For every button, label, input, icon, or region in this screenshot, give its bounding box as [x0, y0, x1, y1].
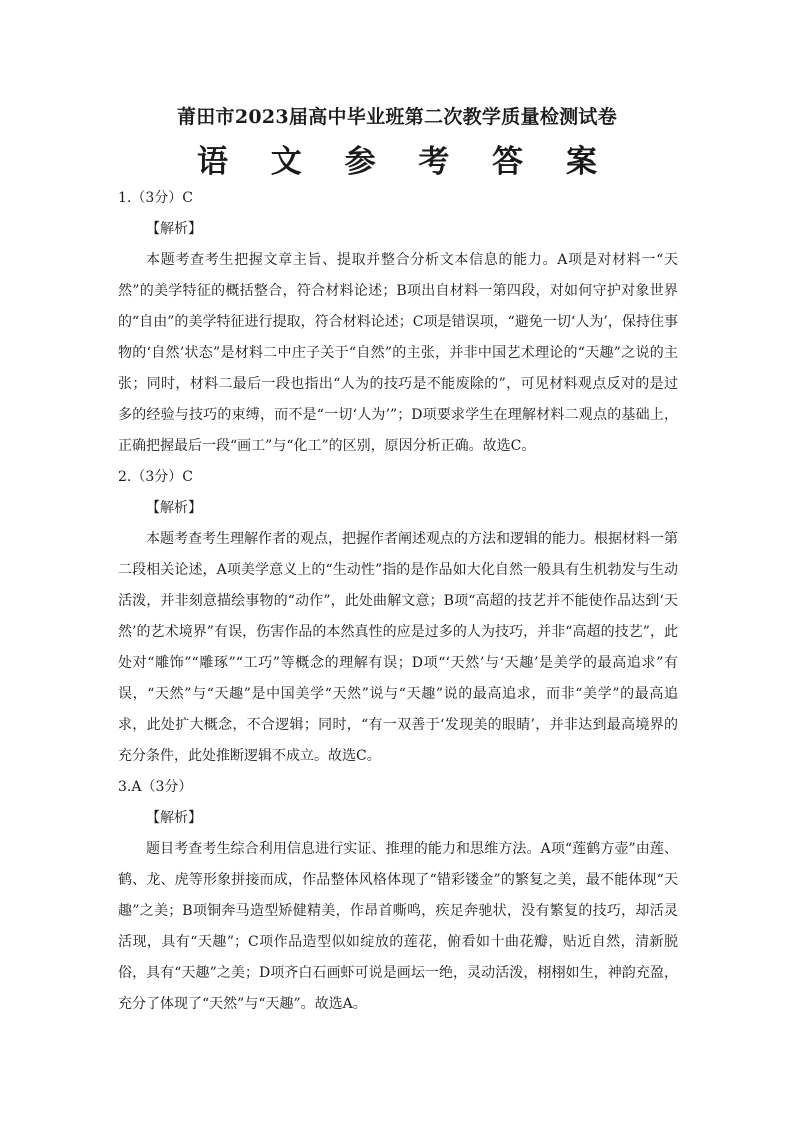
question-1-header: 1.（3分）C	[118, 190, 193, 206]
question-3-explanation: 题目考查考生综合利用信息进行实证、推理的能力和思维方法。A项“莲鹤方壶”由莲、鹤、龙、虎等形象拼接而成，作品整体风格体现了“错彩镂金”的繁复之美，最不能体现“天趣”之美；B项铜奔马造型矫健精美，作昂首嘶鸣，疾足奔驰状，没有繁复的技巧，却活灵活现，具有“天趣”；C项作品造型似如绽放的莲花，俯看如十曲花瓣，贴近自然，清新脱俗，具有“天趣”之美；D项齐白石画虾可说是画坛一绝，灵动活泼，栩栩如生，神韵充盈，充分了体现了“天然”与“天趣”。故选A。	[118, 841, 678, 1012]
question-3-section	[118, 772, 678, 1020]
question-3-header: 3.A（3分）	[118, 779, 193, 795]
question-1-section	[118, 183, 678, 462]
question-2-section	[118, 462, 678, 772]
question-2-explanation: 本题考查考生理解作者的观点，把握作者阐述观点的方法和逻辑的能力。根据材料一第二段相关论述，A项美学意义上的“生动性”指的是作品如大化自然一般具有生机勃发与生动活泼，并非刻意描绘事物的“动作”，此处曲解文意；B项“高超的技艺并不能使作品达到‘天然’的艺术境界”有误，伤害作品的本然真性的应是过多的人为技巧，并非“高超的技艺”，此处对“雕饰”“雕琢”“工巧”等概念的理解有误；D项“‘天然’与‘天趣’是美学的最高追求”有误，“天然”与“天趣”是中国美学“天然”说与“天趣”说的最高追求，而非“美学”的最高追求，此处扩大概念，不合逻辑；同时，“有一双善于‘发现美的眼睛’，并非达到最高境界的充分条件，此处推断逻辑不成立。故选C。	[118, 531, 678, 764]
question-2-analysis-label: 【解析】	[146, 500, 202, 516]
question-2-header: 2.（3分）C	[118, 469, 193, 485]
question-1-analysis-label: 【解析】	[146, 221, 202, 237]
question-1-explanation: 本题考查考生把握文章主旨、提取并整合分析文本信息的能力。A项是对材料一“天然”的美学特征的概括整合，符合材料论述；B项出自材料一第四段，对如何守护对象世界的“自由”的美学特征进行提取，符合材料论述；C项是错误项，“避免一切‘人为’，保持住事物的‘自然’状态”是材料二中庄子关于“自然”的主张，并非中国艺术理论的“天趣”之说的主张；同时，材料二最后一段也指出“人为的技巧是不能废除的”，可见材料观点反对的是过多的经验与技巧的束缚，而不是“一切‘人为’”；D项要求学生在理解材料二观点的基础上，正确把握最后一段“画工”与“化工”的区别，原因分析正确。故选C。	[118, 252, 678, 454]
document-subtitle: 语 文 参 考 答 案	[197, 144, 613, 180]
answer-content	[118, 183, 678, 1020]
exam-title: 莆田市2023届高中毕业班第二次教学质量检测试卷	[176, 106, 618, 128]
question-3-analysis-label: 【解析】	[146, 810, 202, 826]
